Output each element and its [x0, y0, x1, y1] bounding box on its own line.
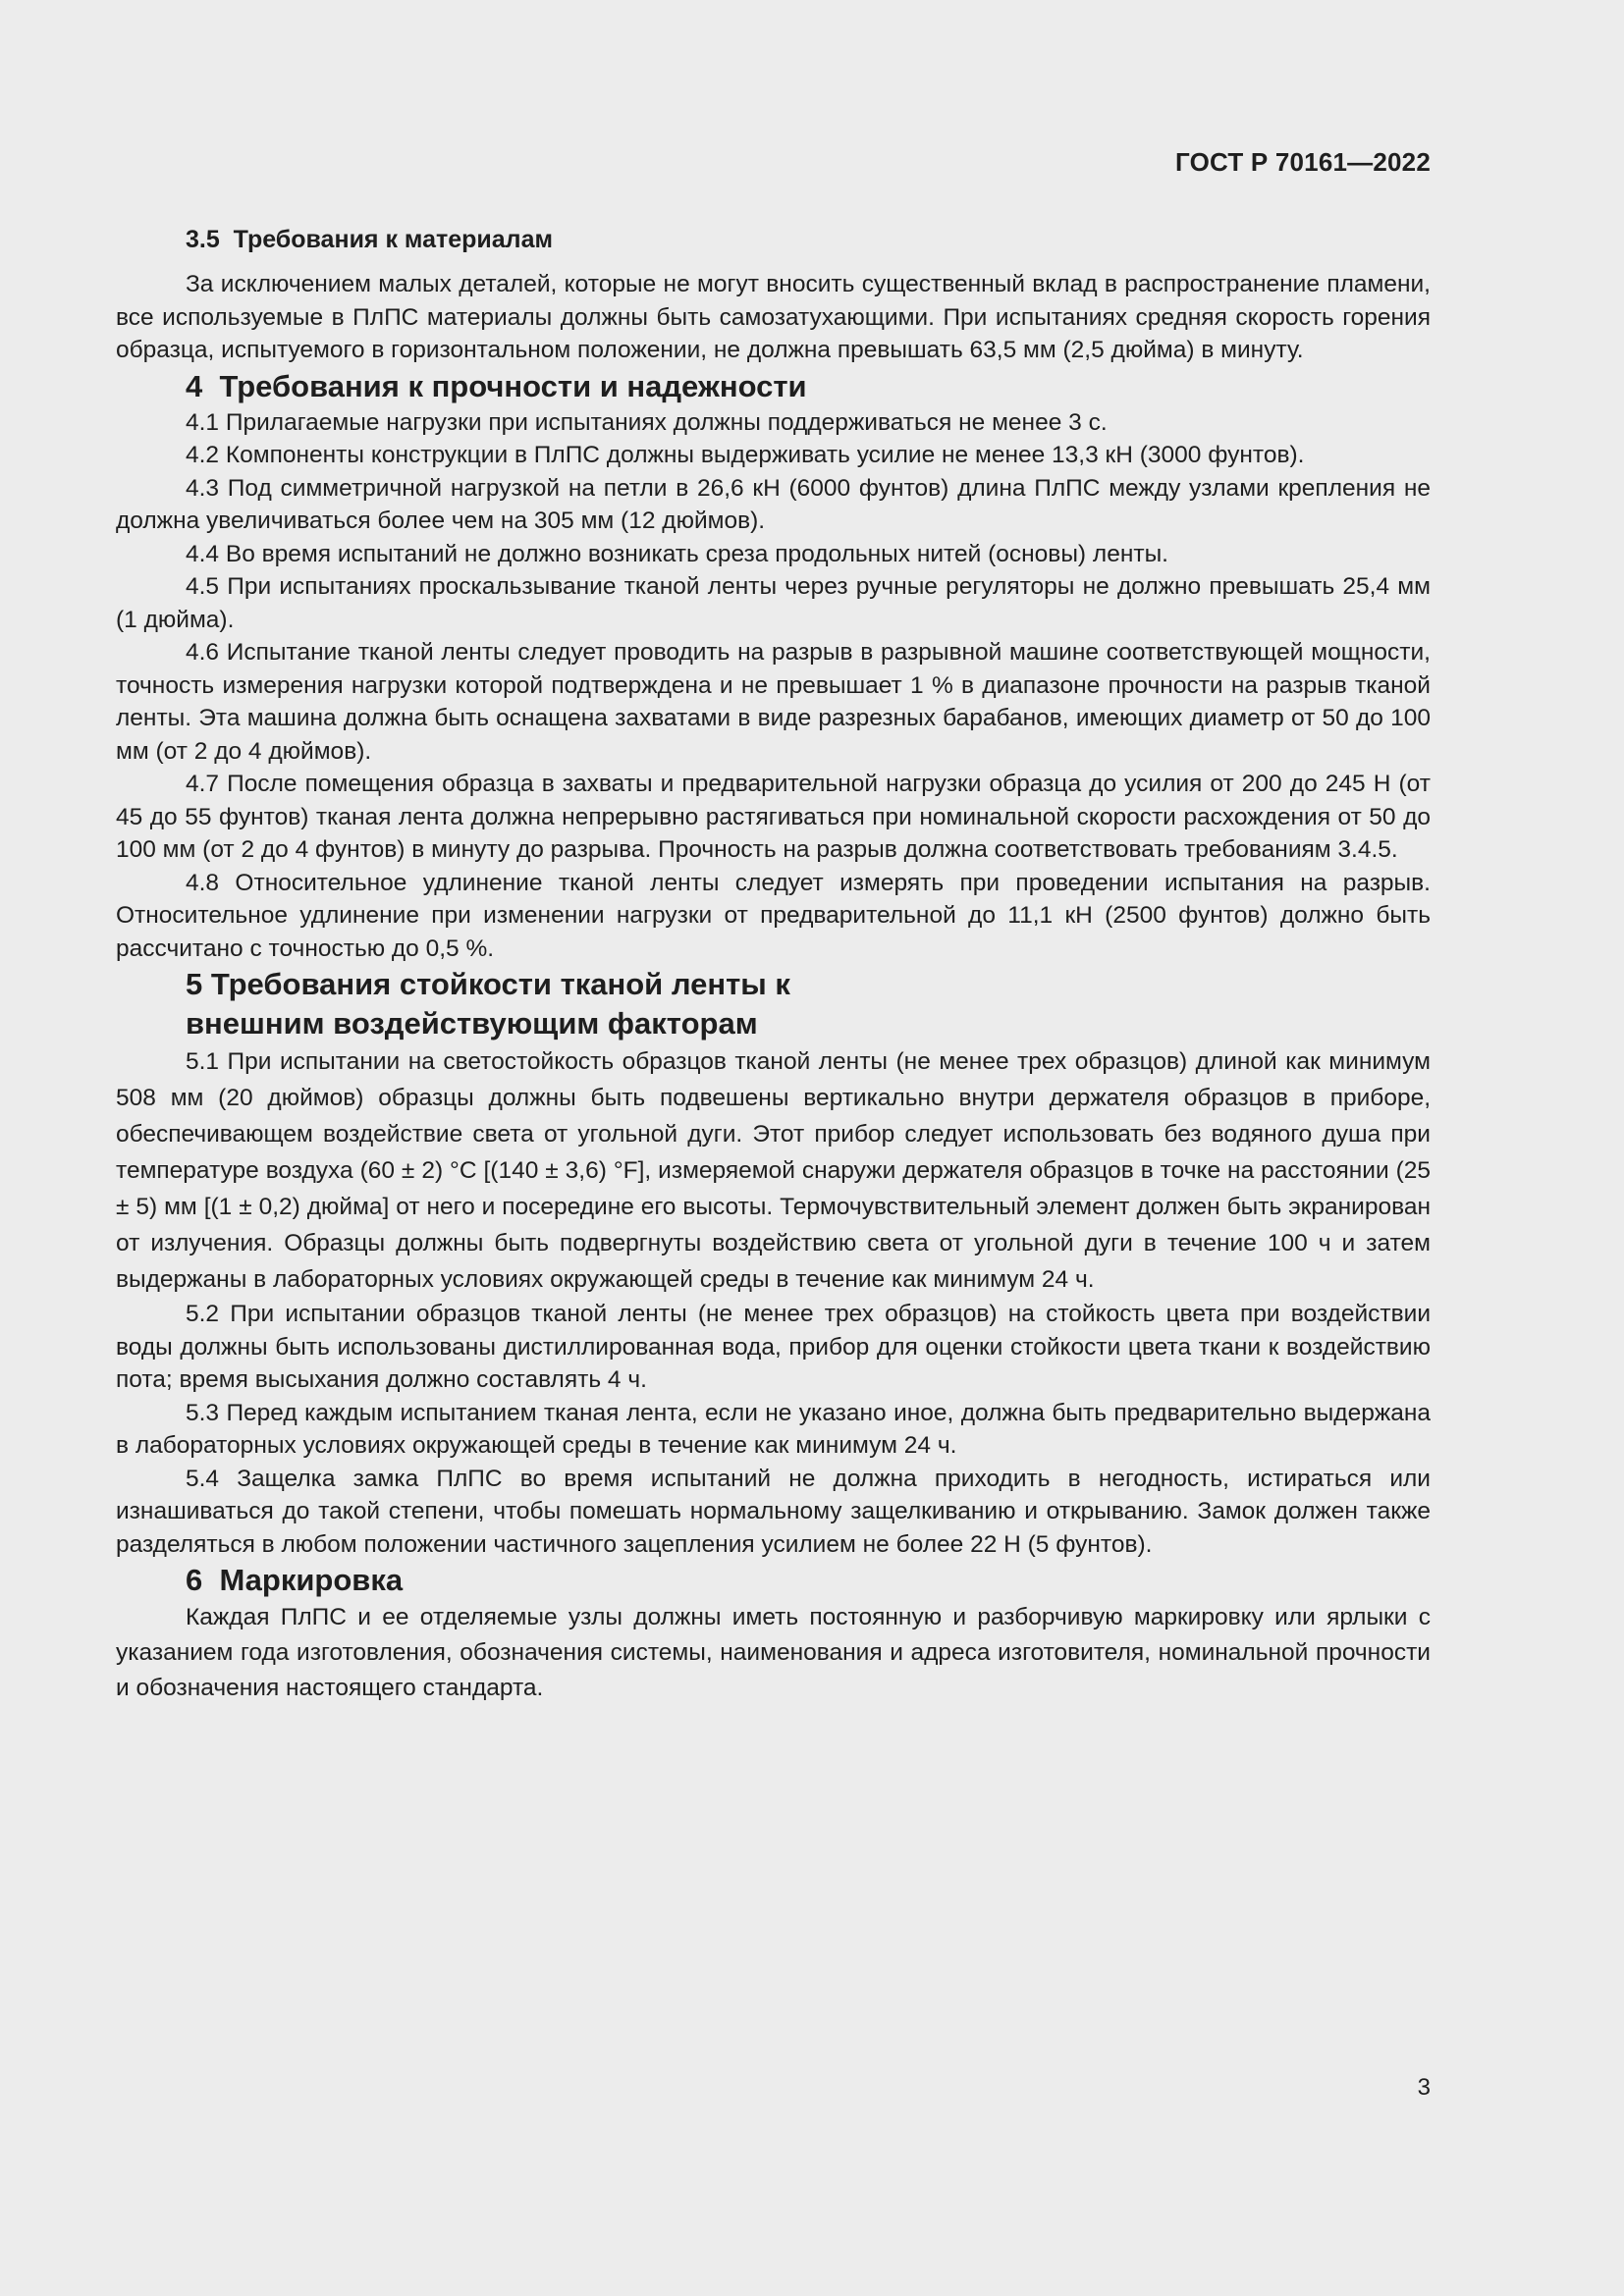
- subsection-title-3-5: 3.5 Требования к материалам: [186, 226, 553, 253]
- page-number: 3: [1417, 2074, 1431, 2101]
- paragraph-4-8: 4.8 Относительное удлинение тканой ленты следует измерять при проведении испытания на разрыв. Относительное удлинение при изменении нагрузки от предварительной до 11,1 кН (2500 фунтов) должно быть рассчитано с точностью до 0,5 %.: [116, 869, 1431, 962]
- section-title-4: 4 Требования к прочности и надежности: [186, 368, 807, 403]
- document-code-header: ГОСТ Р 70161—2022: [1175, 147, 1431, 177]
- paragraph-5-2: 5.2 При испытании образцов тканой ленты (не менее трех образцов) на стойкость цвета при воздействии воды должны быть использованы дистиллированная вода, прибор для оценки стойкости цвета ткани к воздействию пота; время высыхания должно составлять 4 ч.: [116, 1301, 1431, 1393]
- paragraph-4-7: 4.7 После помещения образца в захваты и предварительной нагрузки образца до усилия от 200 до 245 Н (от 45 до 55 фунтов) тканая лента должна непрерывно растягиваться при номинальной скорости расхождения от 50 до 100 мм (от 2 до 4 фунтов) в минуту до разрыва. Прочность на разрыв должна соответствовать требованиям 3.4.5.: [116, 771, 1431, 863]
- paragraph-4-5: 4.5 При испытаниях проскальзывание тканой ленты через ручные регуляторы не должно превышать 25,4 мм (1 дюйма).: [116, 573, 1431, 633]
- paragraph-4-6: 4.6 Испытание тканой ленты следует проводить на разрыв в разрывной машине соответствующей мощности, точность измерения нагрузки которой подтверждена и не превышает 1 % в диапазоне прочности на разрыв тканой ленты. Эта машина должна быть оснащена захватами в виде разрезных барабанов, имеющих диаметр от 50 до 100 мм (от 2 до 4 дюймов).: [116, 639, 1431, 765]
- paragraph-4-4: 4.4 Во время испытаний не должно возникать среза продольных нитей (основы) ленты.: [186, 540, 1168, 567]
- paragraph-6: Каждая ПлПС и ее отделяемые узлы должны иметь постоянную и разборчивую маркировку или ярлыки с указанием года изготовления, обозначения системы, наименования и адреса изготовителя, номинальной прочности и обозначения настоящего стандарта.: [116, 1604, 1431, 1701]
- section-title-5: 5 Требования стойкости тканой ленты к внешним воздействующим факторам: [186, 967, 790, 1041]
- paragraph-4-2: 4.2 Компоненты конструкции в ПлПС должны выдерживать усилие не менее 13,3 кН (3000 фунтов).: [186, 442, 1305, 468]
- document-body: [116, 223, 1431, 1706]
- paragraph-4-1: 4.1 Прилагаемые нагрузки при испытаниях должны поддерживаться не менее 3 с.: [186, 408, 1108, 436]
- paragraph-3-5: За исключением малых деталей, которые не могут вносить существенный вклад в распространение пламени, все используемые в ПлПС материалы должны быть самозатухающими. При испытаниях средняя скорость горения образца, испытуемого в горизонтальном положении, не должна превышать 63,5 мм (2,5 дюйма) в минуту.: [116, 271, 1431, 363]
- paragraph-5-1: 5.1 При испытании на светостойкость образцов тканой ленты (не менее трех образцов) длиной как минимум 508 мм (20 дюймов) образцы должны быть подвешены вертикально внутри держателя образцов в приборе, обеспечивающем воздействие света от угольной дуги. Этот прибор следует использовать без водяного душа при температуре воздуха (60 ± 2) °С [(140 ± 3,6) °F], измеряемой снаружи держателя образцов в точке на расстоянии (25 ± 5) мм [(1 ± 0,2) дюйма] от него и посередине его высоты. Термочувствительный элемент должен быть экранирован от излучения. Образцы должны быть подвергнуты воздействию света от угольной дуги в течение 100 ч и затем выдержаны в лабораторных условиях окружающей среды в течение как минимум 24 ч.: [116, 1048, 1431, 1293]
- paragraph-5-3: 5.3 Перед каждым испытанием тканая лента, если не указано иное, должна быть предварительно выдержана в лабораторных условиях окружающей среды в течение как минимум 24 ч.: [116, 1399, 1431, 1459]
- paragraph-5-4: 5.4 Защелка замка ПлПС во время испытаний не должна приходить в негодность, истираться или изнашиваться до такой степени, чтобы помешать нормальному защелкиванию и открыванию. Замок должен также разделяться в любом положении частичного зацепления усилием не более 22 Н (5 фунтов).: [116, 1465, 1431, 1558]
- paragraph-4-3: 4.3 Под симметричной нагрузкой на петли в 26,6 кН (6000 фунтов) длина ПлПС между узлами крепления не должна увеличиваться более чем на 305 мм (12 дюймов).: [116, 474, 1431, 534]
- document-page: [116, 0, 1431, 2296]
- section-title-6: 6 Маркировка: [186, 1563, 404, 1597]
